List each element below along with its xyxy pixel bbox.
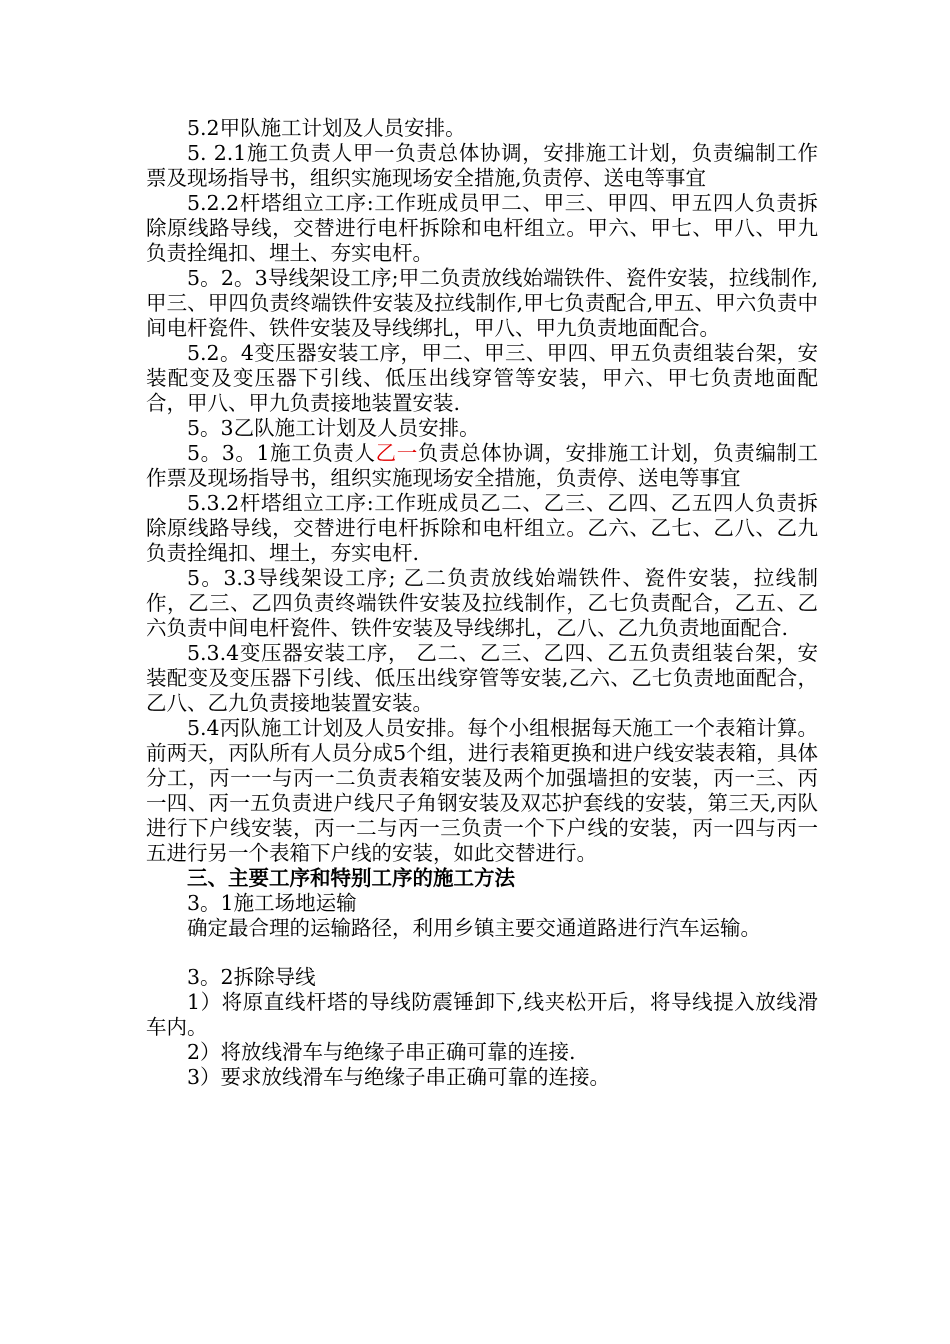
paragraph-3-1: 3。1施工场地运输 — [187, 891, 357, 915]
paragraph-5-3-2: 5.3.2杆塔组立工序:工作班成员乙二、乙三、乙四、乙五四人负责拆除原线路导线，交替进行电杆拆除和电杆组立。乙六、乙七、乙八、乙九负责拴绳扣、埋土，夯实电杆. — [146, 491, 818, 565]
paragraph-5-3: 5。3乙队施工计划及人员安排。 — [187, 416, 480, 440]
blank-line — [146, 941, 818, 965]
step-3: 3）要求放线滑车与绝缘子串正确可靠的连接。 — [187, 1065, 611, 1089]
section-heading-3: 三、主要工序和特别工序的施工方法 — [187, 866, 515, 890]
paragraph-5-3-1 — [146, 441, 818, 491]
highlighted-name: 乙一 — [375, 441, 418, 465]
paragraph-5-2: 5.2甲队施工计划及人员安排。 — [187, 116, 466, 140]
paragraph-3-2: 3。2拆除导线 — [187, 965, 316, 989]
paragraph-5-3-1-start: 5。3。1施工负责人 — [187, 441, 376, 465]
paragraph-5-3-4: 5.3.4变压器安装工序， 乙二、乙三、乙四、乙五负责组装台架，安装配变及变压器下引线、低压出线穿管等安装,乙六、乙七负责地面配合，乙八、乙九负责接地装置安装。 — [146, 641, 818, 715]
paragraph-5-3-1-rest: 负责总体协调，安排施工计划，负责编制工作票及现场指导书，组织实施现场安全措施，负责停、送电等事宜 — [146, 441, 819, 490]
paragraph-3-1-body: 确定最合理的运输路径，利用乡镇主要交通道路进行汽车运输。 — [187, 916, 761, 940]
step-2: 2）将放线滑车与绝缘子串正确可靠的连接. — [187, 1040, 576, 1064]
document-page — [146, 116, 818, 1090]
paragraph-5-3-3: 5。3.3导线架设工序; 乙二负责放线始端铁件、瓷件安装，拉线制作，乙三、乙四负责终端铁件安装及拉线制作，乙七负责配合，乙五、乙六负责中间电杆瓷件、铁件安装及导线绑扎，乙八、乙九负责地面配合. — [146, 566, 818, 640]
step-1: 1）将原直线杆塔的导线防震锤卸下,线夹松开后，将导线提入放线滑车内。 — [146, 990, 818, 1039]
paragraph-5-2-4: 5.2。4变压器安装工序，甲二、甲三、甲四、甲五负责组装台架，安装配变及变压器下引线、低压出线穿管等安装，甲六、甲七负责地面配合，甲八、甲九负责接地装置安装. — [146, 341, 818, 415]
paragraph-5-4: 5.4丙队施工计划及人员安排。每个小组根据每天施工一个表箱计算。前两天，丙队所有人员分成5个组，进行表箱更换和进户线安装表箱，具体分工，丙一一与丙一二负责表箱安装及两个加强墙担的安装，丙一三、丙一四、丙一五负责进户线尺子角钢安装及双芯护套线的安装，第三天,丙队进行下户线安装，丙一二与丙一三负责一个下户线的安装，丙一四与丙一五进行另一个表箱下户线的安装，如此交替进行。 — [146, 716, 818, 865]
paragraph-5-2-2: 5.2.2杆塔组立工序:工作班成员甲二、甲三、甲四、甲五四人负责拆除原线路导线，交替进行电杆拆除和电杆组立。甲六、甲七、甲八、甲九负责拴绳扣、埋土、夯实电杆。 — [146, 191, 818, 265]
paragraph-5-2-3: 5。2。3导线架设工序;甲二负责放线始端铁件、瓷件安装，拉线制作,甲三、甲四负责终端铁件安装及拉线制作,甲七负责配合,甲五、甲六负责中间电杆瓷件、铁件安装及导线绑扎，甲八、甲九负责地面配合。 — [146, 266, 818, 340]
paragraph-5-2-1: 5. 2.1施工负责人甲一负责总体协调，安排施工计划，负责编制工作票及现场指导书，组织实施现场安全措施,负责停、送电等事宜 — [146, 141, 818, 190]
